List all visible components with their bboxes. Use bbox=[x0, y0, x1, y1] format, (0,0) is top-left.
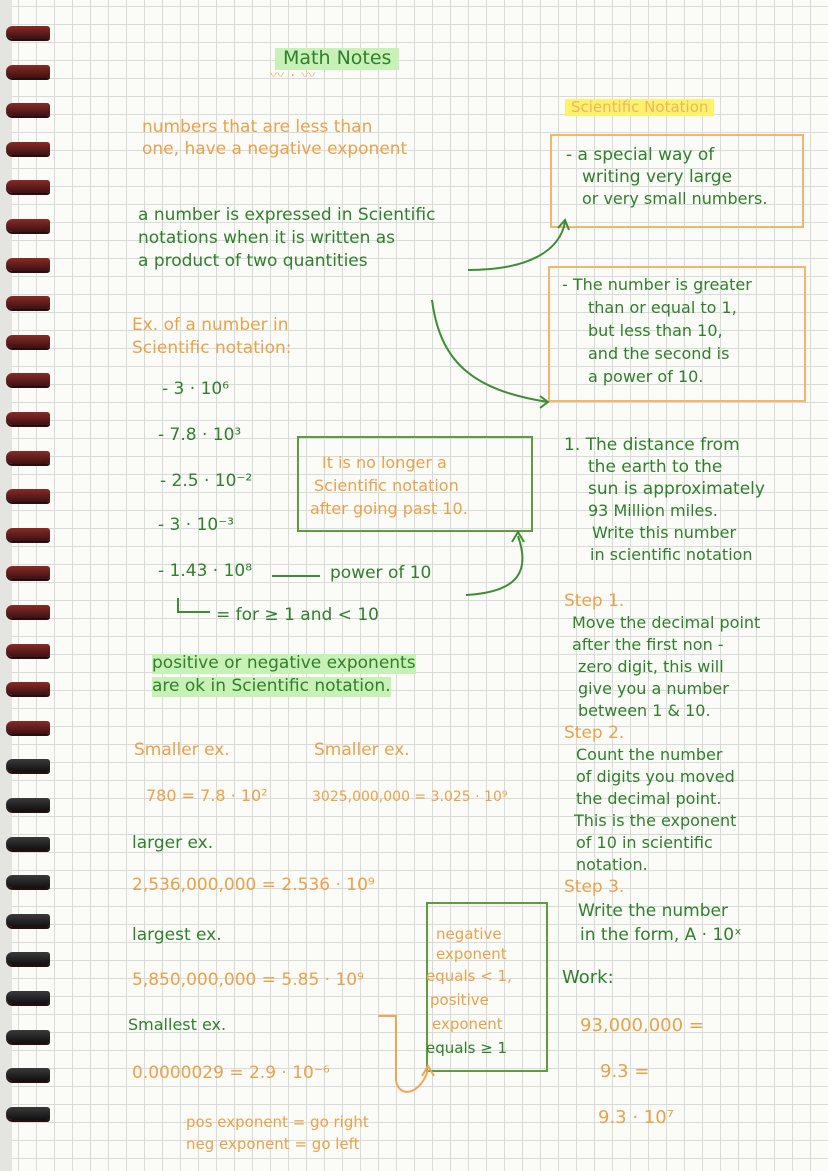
problem-line: 1. The distance from bbox=[564, 435, 740, 455]
step3-label: Step 3. bbox=[564, 877, 625, 897]
example-item: - 1.43 · 10⁸ bbox=[158, 561, 253, 581]
example-item: - 2.5 · 10⁻² bbox=[160, 471, 253, 491]
positive-negative-line-2: are ok in Scientific notation. bbox=[152, 676, 391, 696]
step1-line: zero digit, this will bbox=[578, 657, 724, 676]
problem-line: in scientific notation bbox=[590, 545, 753, 564]
no-longer-box-line-2: Scientific notation bbox=[314, 476, 459, 495]
smaller-example-equation-1: 780 = 7.8 · 10² bbox=[146, 786, 268, 805]
larger-example-label: larger ex. bbox=[132, 833, 214, 853]
step2-line: of 10 in scientific bbox=[576, 833, 713, 852]
example-arrow bbox=[432, 300, 548, 402]
exponent-box-line: equals < 1, bbox=[426, 967, 512, 985]
problem-line: the earth to the bbox=[588, 457, 723, 477]
page-title: Math Notes bbox=[275, 48, 399, 70]
step2-line: Count the number bbox=[576, 745, 723, 764]
problem-line: sun is approximately bbox=[588, 479, 765, 499]
step2-line: of digits you moved bbox=[576, 767, 735, 786]
definition-line-1: a number is expressed in Scientific bbox=[138, 205, 436, 225]
largest-example-label: largest ex. bbox=[132, 925, 222, 945]
step3-line: Write the number bbox=[578, 901, 728, 921]
step1-line: Move the decimal point bbox=[572, 613, 761, 632]
definition-line-2: notations when it is written as bbox=[138, 228, 396, 248]
exponent-box-line: exponent bbox=[432, 1015, 503, 1033]
box2-line: a power of 10. bbox=[588, 367, 704, 386]
box1-line: or very small numbers. bbox=[582, 189, 768, 208]
largest-example-equation: 5,850,000,000 = 5.85 · 10⁹ bbox=[132, 970, 364, 990]
step2-line: This is the exponent bbox=[574, 811, 737, 830]
smaller-example-equation-2: 3025,000,000 = 3.025 · 10⁹ bbox=[312, 789, 508, 805]
direction-rule-line-1: pos exponent = go right bbox=[186, 1113, 369, 1131]
no-longer-box-line-1: It is no longer a bbox=[322, 453, 447, 472]
smaller-example-label-1: Smaller ex. bbox=[134, 740, 230, 760]
direction-rule-line-2: neg exponent = go left bbox=[186, 1135, 360, 1153]
exponent-box-line: negative bbox=[436, 925, 502, 943]
power-of-ten-label: power of 10 bbox=[330, 563, 432, 583]
box2-line: but less than 10, bbox=[588, 321, 723, 340]
examples-heading-line-1: Ex. of a number in bbox=[132, 315, 289, 335]
definition-arrow bbox=[468, 222, 565, 270]
box2-line: - The number is greater bbox=[562, 275, 752, 294]
problem-line: Write this number bbox=[592, 523, 737, 542]
step1-line: between 1 & 10. bbox=[578, 701, 711, 720]
work-line: 9.3 · 10⁷ bbox=[598, 1107, 674, 1128]
step2-label: Step 2. bbox=[564, 723, 625, 743]
smallest-arrow bbox=[378, 1016, 428, 1092]
work-label: Work: bbox=[562, 967, 614, 988]
work-line: 9.3 = bbox=[600, 1061, 650, 1082]
box2-line: and the second is bbox=[588, 344, 730, 363]
no-longer-box-line-3: after going past 10. bbox=[310, 499, 468, 518]
range-label: = for ≥ 1 and < 10 bbox=[216, 605, 379, 625]
examples-heading-line-2: Scientific notation: bbox=[132, 338, 292, 358]
positive-negative-line-1: positive or negative exponents bbox=[152, 653, 416, 673]
problem-line: 93 Million miles. bbox=[588, 501, 718, 520]
range-pointer bbox=[178, 598, 210, 612]
step1-line: after the first non - bbox=[572, 635, 724, 654]
example-item: - 3 · 10⁶ bbox=[162, 379, 230, 399]
smallest-example-equation: 0.0000029 = 2.9 · 10⁻⁶ bbox=[132, 1063, 330, 1083]
example-item: - 3 · 10⁻³ bbox=[158, 515, 234, 535]
work-line: 93,000,000 = bbox=[580, 1015, 704, 1036]
step2-line: notation. bbox=[576, 855, 648, 874]
smaller-example-label-2: Smaller ex. bbox=[314, 740, 410, 760]
title-underline-doodle: 〰 · 〰 bbox=[270, 68, 317, 84]
box1-line: - a special way of bbox=[566, 145, 715, 165]
exponent-box-line: positive bbox=[430, 991, 489, 1009]
note-negative-line-2: one, have a negative exponent bbox=[142, 139, 408, 159]
example-item: - 7.8 · 10³ bbox=[158, 425, 242, 445]
box1-line: writing very large bbox=[582, 167, 733, 187]
step2-line: the decimal point. bbox=[576, 789, 722, 808]
definition-line-3: a product of two quantities bbox=[138, 251, 368, 271]
power-arrow bbox=[466, 536, 523, 595]
larger-example-equation: 2,536,000,000 = 2.536 · 10⁹ bbox=[132, 875, 375, 895]
step3-line: in the form, A · 10ˣ bbox=[580, 925, 742, 945]
note-negative-line-1: numbers that are less than bbox=[142, 117, 373, 137]
step1-line: give you a number bbox=[578, 679, 729, 698]
right-heading: Scientific Notation bbox=[565, 99, 714, 116]
smallest-example-label: Smallest ex. bbox=[128, 1015, 227, 1034]
box2-line: than or equal to 1, bbox=[588, 298, 737, 317]
step1-label: Step 1. bbox=[564, 591, 625, 611]
exponent-box-line: equals ≥ 1 bbox=[426, 1039, 508, 1057]
exponent-box-line: exponent bbox=[436, 945, 507, 963]
